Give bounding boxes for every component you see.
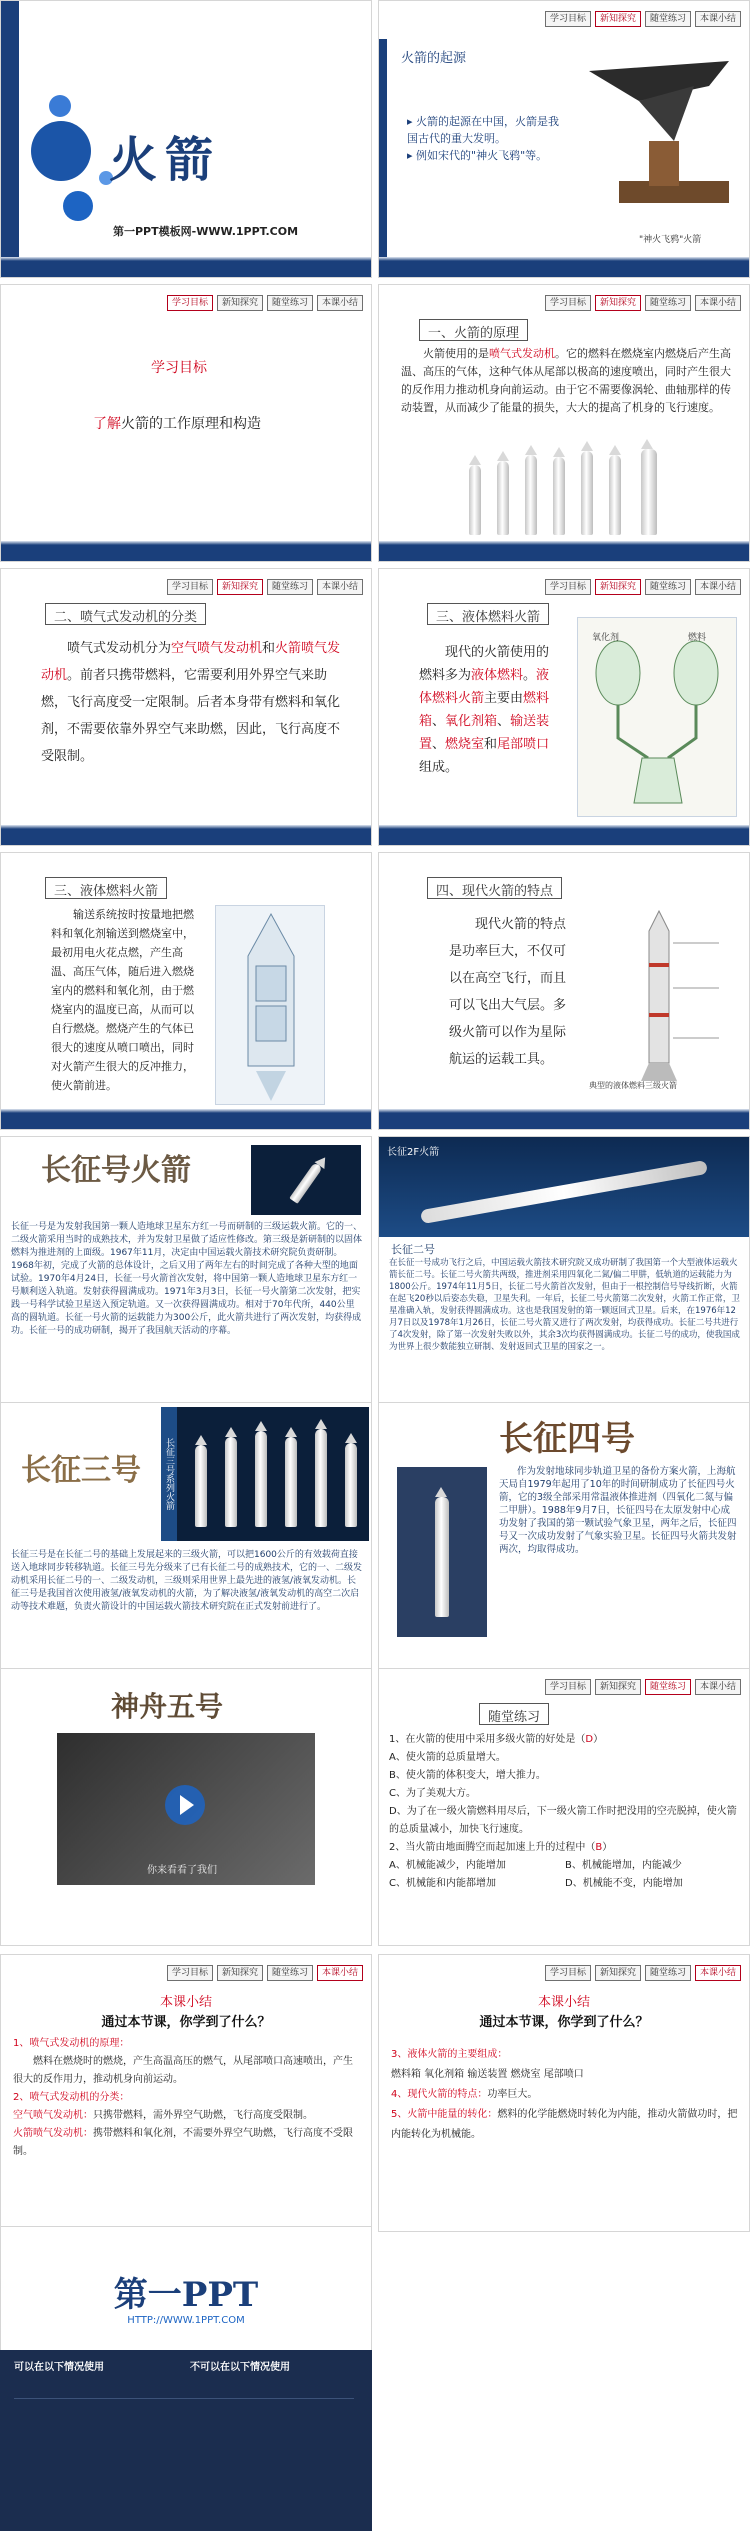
nav-new[interactable]: 新知探究 [217,1965,263,1981]
slide-title [0,0,372,278]
nav-summary[interactable]: 本课小结 [695,1679,741,1695]
image-caption: "神火飞鸦"火箭 [639,235,702,245]
option: C、机械能和内能都增加 [389,1878,496,1889]
question-2: 2、当火箭由地面腾空而起加速上升的过程中（B） [389,1842,613,1853]
slide-heading: 神舟五号 [111,1690,224,1723]
nav-new[interactable]: 新知探究 [217,579,263,595]
video-caption: 你来看看了我们 [147,1865,217,1876]
site-logo: 第一PPT [113,2275,259,2315]
slide-summary-2 [378,1954,750,2232]
image-caption: 典型的液体燃料三级火箭 [589,1081,677,1090]
slide-summary-1 [0,1954,372,2232]
rocket-cutaway-diagram [215,905,325,1105]
option: A、使火箭的总质量增大。 [389,1752,506,1763]
decor-circle [49,95,71,117]
nav-summary[interactable]: 本课小结 [317,295,363,311]
usage-panel [0,2350,372,2531]
nav-summary[interactable]: 本课小结 [317,1965,363,1981]
slide-practice [378,1668,750,1946]
play-button[interactable] [165,1785,205,1825]
summary-body: 1、喷气式发动机的原理： 燃料在燃烧时的燃烧，产生高温高压的燃气，从尾部喷口高速喷出，产生很大的反作用力，推动机身向前运动。 2、喷气式发动机的分类： 空气喷气发动机：只携带燃料，需外界空气助燃，飞行高度受限制。 火箭喷气发动机：携带燃料和氧化剂，不需要外界空气助燃，飞行高度不受限制。 [13,2038,353,2157]
question-1: 1、在火箭的使用中采用多级火箭的好处是（D） [389,1734,604,1745]
nav-new[interactable]: 新知探究 [595,295,641,311]
rocket-photo [285,1437,297,1527]
slide-heading: 长征号火箭 [41,1153,191,1188]
option: C、为了美观大方。 [389,1788,476,1799]
rocket-model [609,455,621,535]
three-stage-rocket-illustration [589,903,739,1093]
option-row [389,1857,741,1875]
slide-features [378,852,750,1130]
banner-label: 长征2F火箭 [387,1147,440,1158]
nav-summary[interactable]: 本课小结 [317,579,363,595]
rocket-photo [345,1443,357,1527]
summary-title: 本课小结 [537,1995,590,2010]
slide-liquid-fuel [378,568,750,846]
rocket-model [641,449,657,535]
engine-diagram [577,617,737,817]
bottom-bar [1,545,371,561]
bottom-bar [379,1113,749,1129]
section-title: 一、火箭的原理 [419,319,528,341]
nav-practice[interactable]: 随堂练习 [645,295,691,311]
slide-subtitle: 第一PPT模板网-WWW.1PPT.COM [113,225,299,238]
bottom-bar [379,261,749,277]
slide-long-march-2 [378,1136,750,1414]
question-list [389,1731,741,1893]
nav-new[interactable]: 新知探究 [595,1679,641,1695]
rocket-photo [195,1445,207,1527]
nav-summary[interactable]: 本课小结 [695,1965,741,1981]
body-text: 现代火箭的特点是功率巨大，不仅可以在高空飞行，而且可以飞出大气层。多级火箭可以作为星际航运的运载工具。 [449,917,567,1067]
left-stripe [1,1,19,261]
body-text: 喷气式发动机分为空气喷气发动机和火箭喷气发动机。前者只携带燃料，它需要利用外界空气来助燃，飞行高度受一定限制。后者本身带有燃料和氧化剂，不需要依靠外界空气来助燃，因此，飞行高度不受限制。 [41,641,341,764]
section-title: 随堂练习 [479,1703,549,1725]
nav-bar [545,1965,741,1981]
banner-photo [379,1137,750,1237]
section-title: 三、液体燃料火箭 [45,877,167,899]
rocket-cutaway-svg [216,906,326,1106]
slide-principle [378,284,750,562]
option: D、为了在一级火箭燃料用尽后，下一级火箭工作时把没用的空壳脱掉，使火箭的总质量减小，加快飞行速度。 [389,1806,737,1835]
rocket-photo [315,1429,327,1527]
slide-title-text: 火箭 [109,132,222,188]
nav-learn[interactable]: 学习目标 [167,1965,213,1981]
nav-summary[interactable]: 本课小结 [695,295,741,311]
summary-title: 本课小结 [159,1995,212,2010]
nav-practice[interactable]: 随堂练习 [645,1965,691,1981]
option: B、使火箭的体积变大，增大推力。 [389,1770,546,1781]
nav-summary[interactable]: 本课小结 [695,11,741,27]
nav-learn[interactable]: 学习目标 [545,1679,591,1695]
section-title: 三、液体燃料火箭 [427,603,549,625]
nav-new[interactable]: 新知探究 [595,11,641,27]
bottom-bar [379,829,749,845]
nav-practice[interactable]: 随堂练习 [267,1965,313,1981]
option: B、机械能增加，内能减少 [565,1860,682,1871]
nav-summary[interactable]: 本课小结 [695,579,741,595]
nav-new[interactable]: 新知探究 [595,579,641,595]
slide-heading: 长征二号 [391,1243,435,1256]
diagram-label: 燃料 [688,633,707,643]
diagram-label: 氧化剂 [592,633,620,643]
rocket-model [525,455,537,535]
rocket-photo [255,1431,267,1527]
three-stage-rocket-svg [589,903,739,1093]
slide-heading: 长征三号 [21,1453,141,1488]
nav-learn[interactable]: 学习目标 [545,295,591,311]
nav-practice[interactable]: 随堂练习 [267,579,313,595]
option: A、机械能减少，内能增加 [389,1860,506,1871]
nav-bar [545,11,741,27]
option: D、机械能不变，内能增加 [565,1878,683,1889]
summary-subtitle: 通过本节课，你学到了什么？ [101,2015,271,2030]
slide-origin [378,0,750,278]
body-text: 作为发射地球同步轨道卫星的备份方案火箭，上海航天局自1979年起用了10年的时间研制成功了长征四号火箭，它的3级全部采用常温液体推进剂（四氧化二氮与偏二甲肼）。1988年9月7日，长征四号在太原发射中心成功发射了我国的第一颗试验气象卫星，两年之后，长征四号又一次成功发射了气象实验卫星。长征四号火箭共发射两次，均取得成功。 [499,1466,737,1555]
rocket-photo [420,1160,708,1224]
goal-heading: 学习目标 [151,360,207,376]
nav-learn[interactable]: 学习目标 [545,579,591,595]
rocket-model [581,451,593,535]
bottom-bar [1,1113,371,1129]
nav-bar [167,1965,363,1981]
can-use-heading: 可以在以下情况使用 [14,2362,104,2373]
cannot-use-heading: 不可以在以下情况使用 [190,2362,290,2373]
slide-long-march-3 [0,1402,372,1680]
slide-long-march-1 [0,1136,372,1414]
slide-classification [0,568,372,846]
slide-liquid-fuel-2 [0,852,372,1130]
nav-bar [545,1679,741,1695]
crow-rocket-illustration [579,31,744,221]
summary-body: 3、液体火箭的主要组成： 燃料箱 氧化剂箱 输送装置 燃烧室 尾部喷口 4、现代火箭的特点：功率巨大。 5、火箭中能量的转化：燃料的化学能燃烧时转化为内能，推动火箭做功时，把内能转化为机械能。 [391,2049,738,2140]
engine-diagram-svg [578,618,738,818]
nav-learn[interactable]: 学习目标 [167,579,213,595]
slide-shenzhou-5 [0,1668,372,1946]
rocket-family-photo [161,1407,369,1541]
nav-learn[interactable]: 学习目标 [545,1965,591,1981]
nav-practice[interactable]: 随堂练习 [267,295,313,311]
body-text: 输送系统按时按量地把燃料和氧化剂输送到燃烧室中，最初用电火花点燃，产生高温、高压气体，随后进入燃烧室内的燃料和氧化剂，由于燃烧室内的温度已高，从而可以自行燃烧。燃烧产生的气体已很大的速度从喷口喷出，同时对火箭产生很大的反冲推力，使火箭前进。 [51,908,194,1092]
section-title: 四、现代火箭的特点 [427,877,562,899]
body-text: 现代的火箭使用的燃料多为液体燃料。液体燃料火箭主要由燃料箱、氧化剂箱、输送装置、燃烧室和尾部喷口组成。 [419,645,550,775]
launch-photo [251,1145,361,1215]
nav-new[interactable]: 新知探究 [595,1965,641,1981]
nav-practice[interactable]: 随堂练习 [645,579,691,595]
decor-circle [63,191,93,221]
body-text: 在长征一号成功飞行之后，中国运载火箭技术研究院又成功研制了我国第一个大型液体运载火箭长征二号。长征二号火箭共两级，推进剂采用四氧化二氮/偏二甲肼，低轨道的运载能力为1800公斤。1974年11月5日，长征二号火箭首次发射，但由于一根控制信号导线折断，火箭在起飞20秒以后姿态失稳，卫星失利。一年后，长征二号火箭第二次发射，火箭工作正常，卫星准确入轨，发射获得圆满成功。这也是我国发射的第一颗返回式卫星。后来，在1976年12月7日以及1978年1月26日，长征二号火箭又进行了两次发射，均获得成功。长征二号共进行了4次发射，除了第一次发射失败以外，其余3次均获得圆满成功。长征二号的成功，使我国成为世界上很少数能独立研制、发射返回式卫星的国家之一。 [389,1258,740,1352]
rocket-photo [225,1437,237,1527]
bullet-item: ▸ 火箭的起源在中国，火箭是我国古代的重大发明。 [407,115,560,145]
body-text: 火箭使用的是喷气式发动机。它的燃料在燃烧室内燃烧后产生高温、高压的气体，这种气体从尾部以极高的速度喷出，同时产生很大的反作用力推动机身向前运动。由于它不需要像涡轮、曲轴那样的传动装置，从而减少了能量的损失，大大的提高了机身的飞行速度。 [401,347,731,414]
launch-photo [397,1467,487,1637]
goal-text: 了解火箭的工作原理和构造 [93,416,261,432]
nav-learn[interactable]: 学习目标 [545,11,591,27]
site-url[interactable]: HTTP://WWW.1PPT.COM [127,2315,245,2326]
bottom-bar [1,829,371,845]
decor-circle [31,121,91,181]
video-player[interactable] [57,1733,315,1885]
bottom-bar [379,545,749,561]
slide-heading: 长征四号 [499,1419,635,1459]
nav-practice[interactable]: 随堂练习 [645,1679,691,1695]
body-text: 长征一号是为发射我国第一颗人造地球卫星东方红一号而研制的三级运载火箭。它的一、二级火箭采用当时的成熟技术，并为发射卫星做了适应性修改。第三级是新研制的以固体燃料为推进剂的上面级。1967年11月，决定由中国运载火箭技术研究院负责研制。1968年初，完成了火箭的总体设计，之后又用了两年左右的时间完成了各种大型的地面试验。1970年4月24日，长征一号火箭首次发射，将中国第一颗人造地球卫星东方红一号顺利送入轨道。发射获得圆满成功。1971年3月3日，长征一号火箭第二次发射，把实践一号科学试验卫星送入预定轨道。又一次获得圆满成功。相对于70年代所，440公里高的圆轨道。长征一号火箭的运载能力为300公斤，此火箭共进行了两次发射，均获得成功。长征一号的成功研制，揭开了我国航天活动的序幕。 [11,1222,363,1336]
rocket-model [553,457,565,535]
rocket-model [497,461,509,535]
nav-bar [545,579,741,595]
play-icon [180,1795,194,1815]
nav-new[interactable]: 新知探究 [217,295,263,311]
slide-long-march-4 [378,1402,750,1680]
usage-details [14,2398,354,2508]
nav-bar [167,295,363,311]
body-text: 长征三号是在长征二号的基础上发展起来的三级火箭，可以把1600公斤的有效载荷直接送入地球同步转移轨道。长征三号先分级来了已有长征二号的成熟技术，它的一、二级发动机采用长征二号的一、二级发动机，三级则采用世界上最先进的液氢/液氧发动机。长征三号是我国首次使用液氢/液氧发动机的火箭，为了解决液氢/液氧发动机的高空二次启动等技术难题，负责火箭设计的中国运载火箭技术研究院在正式发射前进行了。 [11,1550,363,1612]
nav-bar [167,579,363,595]
rocket-model [469,465,481,535]
summary-subtitle: 通过本节课，你学到了什么？ [479,2015,649,2030]
rocket-photo [289,1162,322,1204]
section-title: 二、喷气式发动机的分类 [45,603,206,625]
left-stripe [379,39,387,261]
bullet-item: ▸ 例如宋代的"神火飞鸦"等。 [407,149,548,162]
nav-learn[interactable]: 学习目标 [167,295,213,311]
nav-practice[interactable]: 随堂练习 [645,11,691,27]
slide-heading: 火箭的起源 [401,51,467,66]
bottom-bar [1,261,371,277]
bullet-list [407,113,567,164]
option-row [389,1875,741,1893]
side-label: 长征三号系列火箭 [161,1407,177,1541]
rocket-photo [435,1497,449,1617]
slide-goal [0,284,372,562]
nav-bar [545,295,741,311]
